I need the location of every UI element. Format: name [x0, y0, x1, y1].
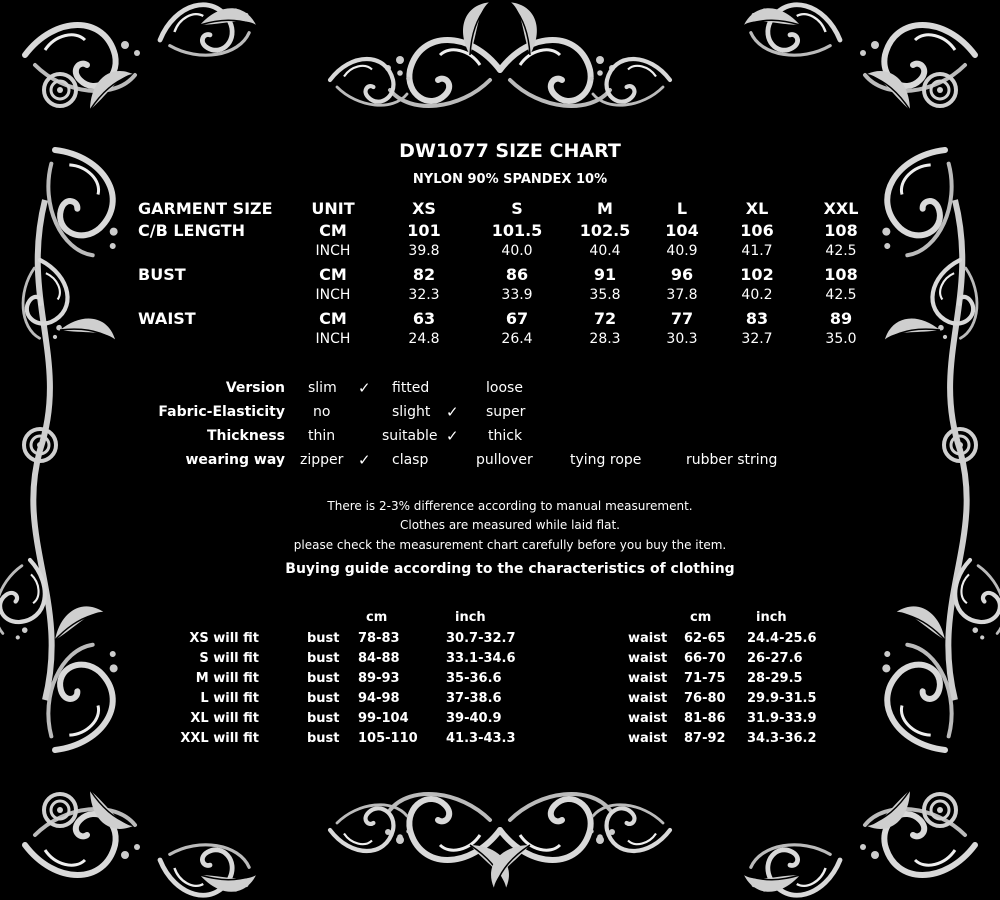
attr-label-elasticity: Fabric-Elasticity — [158, 404, 285, 420]
row-label-length: C/B LENGTH — [138, 221, 246, 240]
check-icon: ✓ — [358, 451, 371, 469]
guide-bust-label: bust — [307, 631, 340, 646]
length-inch-m: 40.4 — [589, 243, 621, 259]
guide-waist-cm: 81-86 — [684, 711, 726, 726]
guide-bust-cm: 105-110 — [358, 731, 418, 746]
row-label-waist: WAIST — [138, 309, 196, 328]
bust-cm-xl: 102 — [740, 265, 774, 284]
waist-cm-s: 67 — [505, 309, 529, 328]
row-label-bust: BUST — [138, 265, 186, 284]
attr-label-thickness: Thickness — [206, 428, 285, 444]
size-header-l: L — [676, 199, 688, 218]
bust-inch-s: 33.9 — [501, 287, 533, 303]
guide-waist-cm: 76-80 — [684, 691, 726, 706]
unit-inch: INCH — [315, 331, 351, 347]
note-line: Clothes are measured while laid flat. — [400, 518, 620, 532]
attr-option: suitable — [382, 428, 438, 444]
attr-option: slight — [392, 404, 431, 420]
waist-inch-l: 30.3 — [666, 331, 698, 347]
bust-cm-xxl: 108 — [824, 265, 858, 284]
unit-inch: INCH — [315, 287, 351, 303]
attr-option: clasp — [392, 452, 429, 468]
guide-fit-label: M will fit — [195, 671, 259, 686]
length-cm-l: 104 — [665, 221, 699, 240]
length-inch-s: 40.0 — [501, 243, 533, 259]
guide-waist-label: waist — [628, 691, 668, 706]
bust-inch-xl: 40.2 — [741, 287, 773, 303]
size-header-xxl: XXL — [823, 199, 859, 218]
bust-inch-l: 37.8 — [666, 287, 698, 303]
unit-cm: CM — [319, 221, 347, 240]
guide-bust-cm: 78-83 — [358, 631, 400, 646]
unit-header: UNIT — [311, 199, 355, 218]
guide-waist-cm-header: cm — [690, 610, 712, 625]
guide-bust-cm: 89-93 — [358, 671, 400, 686]
waist-inch-xl: 32.7 — [741, 331, 773, 347]
attr-option: thick — [488, 428, 523, 444]
guide-fit-label: S will fit — [199, 651, 259, 666]
attr-option: no — [313, 404, 331, 420]
guide-waist-label: waist — [628, 711, 668, 726]
guide-fit-label: XXL will fit — [180, 731, 259, 746]
waist-inch-xxl: 35.0 — [825, 331, 857, 347]
guide-title: Buying guide according to the characteristics of clothing — [285, 561, 735, 577]
unit-cm: CM — [319, 309, 347, 328]
left-side-vine — [0, 200, 119, 700]
length-cm-s: 101.5 — [491, 221, 543, 240]
guide-bust-inch: 39-40.9 — [446, 711, 502, 726]
material-composition: NYLON 90% SPANDEX 10% — [412, 172, 608, 187]
guide-bust-label: bust — [307, 671, 340, 686]
waist-cm-xl: 83 — [745, 309, 769, 328]
guide-waist-label: waist — [628, 651, 668, 666]
size-header-xl: XL — [745, 199, 769, 218]
guide-bust-label: bust — [307, 691, 340, 706]
guide-waist-inch: 29.9-31.5 — [747, 691, 817, 706]
garment-size-header: GARMENT SIZE — [138, 199, 273, 218]
guide-waist-inch: 34.3-36.2 — [747, 731, 817, 746]
bust-inch-xxl: 42.5 — [825, 287, 857, 303]
guide-bust-inch-header: inch — [455, 610, 486, 625]
bust-cm-xs: 82 — [412, 265, 436, 284]
length-inch-xs: 39.8 — [408, 243, 440, 259]
attr-label-version: Version — [225, 380, 285, 396]
waist-inch-s: 26.4 — [501, 331, 533, 347]
guide-waist-inch-header: inch — [756, 610, 787, 625]
length-cm-xl: 106 — [740, 221, 774, 240]
bust-inch-m: 35.8 — [589, 287, 621, 303]
guide-bust-inch: 41.3-43.3 — [446, 731, 516, 746]
length-inch-l: 40.9 — [666, 243, 698, 259]
length-cm-xxl: 108 — [824, 221, 858, 240]
guide-bust-label: bust — [307, 731, 340, 746]
note-line: There is 2-3% difference according to manual measurement. — [327, 499, 693, 513]
size-header-xs: XS — [412, 199, 436, 218]
guide-bust-cm-header: cm — [366, 610, 388, 625]
guide-bust-inch: 33.1-34.6 — [446, 651, 516, 666]
waist-cm-l: 77 — [670, 309, 694, 328]
guide-waist-cm: 66-70 — [684, 651, 726, 666]
guide-fit-label: XS will fit — [189, 631, 259, 646]
guide-bust-cm: 99-104 — [358, 711, 409, 726]
attr-option: super — [486, 404, 526, 420]
bottom-center-crest — [330, 794, 670, 893]
attr-option: rubber string — [686, 452, 778, 468]
waist-inch-xs: 24.8 — [408, 331, 440, 347]
waist-cm-xs: 63 — [412, 309, 436, 328]
waist-cm-xxl: 89 — [829, 309, 853, 328]
note-line: please check the measurement chart carefully before you buy the item. — [293, 538, 727, 552]
check-icon: ✓ — [358, 379, 371, 397]
guide-fit-label: XL will fit — [190, 711, 259, 726]
guide-waist-inch: 24.4-25.6 — [747, 631, 817, 646]
length-cm-m: 102.5 — [579, 221, 631, 240]
attr-option: zipper — [300, 452, 344, 468]
guide-waist-inch: 26-27.6 — [747, 651, 803, 666]
guide-waist-cm: 62-65 — [684, 631, 726, 646]
bust-inch-xs: 32.3 — [408, 287, 440, 303]
unit-cm: CM — [319, 265, 347, 284]
guide-bust-cm: 84-88 — [358, 651, 400, 666]
bust-cm-m: 91 — [593, 265, 617, 284]
length-inch-xl: 41.7 — [741, 243, 773, 259]
guide-bust-inch: 35-36.6 — [446, 671, 502, 686]
guide-waist-label: waist — [628, 671, 668, 686]
guide-waist-inch: 31.9-33.9 — [747, 711, 817, 726]
guide-bust-inch: 30.7-32.7 — [446, 631, 516, 646]
right-side-vine — [881, 200, 1000, 700]
waist-cm-m: 72 — [593, 309, 617, 328]
bust-cm-s: 86 — [505, 265, 529, 284]
top-center-crest — [330, 0, 670, 106]
guide-waist-label: waist — [628, 631, 668, 646]
guide-waist-label: waist — [628, 731, 668, 746]
check-icon: ✓ — [446, 403, 459, 421]
guide-bust-label: bust — [307, 651, 340, 666]
length-cm-xs: 101 — [407, 221, 441, 240]
size-header-m: M — [597, 199, 613, 218]
check-icon: ✓ — [446, 427, 459, 445]
guide-waist-inch: 28-29.5 — [747, 671, 803, 686]
bust-cm-l: 96 — [670, 265, 694, 284]
attr-option: thin — [308, 428, 336, 444]
chart-title: DW1077 SIZE CHART — [399, 140, 621, 162]
unit-inch: INCH — [315, 243, 351, 259]
attr-option: fitted — [392, 380, 430, 396]
corner-ornament-tr — [742, 0, 976, 268]
waist-inch-m: 28.3 — [589, 331, 621, 347]
attr-label-wearing-way: wearing way — [185, 452, 285, 468]
guide-fit-label: L will fit — [200, 691, 259, 706]
guide-waist-cm: 87-92 — [684, 731, 726, 746]
guide-bust-cm: 94-98 — [358, 691, 400, 706]
attr-option: slim — [308, 380, 337, 396]
attr-option: loose — [486, 380, 523, 396]
guide-bust-inch: 37-38.6 — [446, 691, 502, 706]
guide-waist-cm: 71-75 — [684, 671, 726, 686]
attr-option: tying rope — [570, 452, 642, 468]
size-header-s: S — [511, 199, 523, 218]
length-inch-xxl: 42.5 — [825, 243, 857, 259]
guide-bust-label: bust — [307, 711, 340, 726]
attr-option: pullover — [476, 452, 533, 468]
